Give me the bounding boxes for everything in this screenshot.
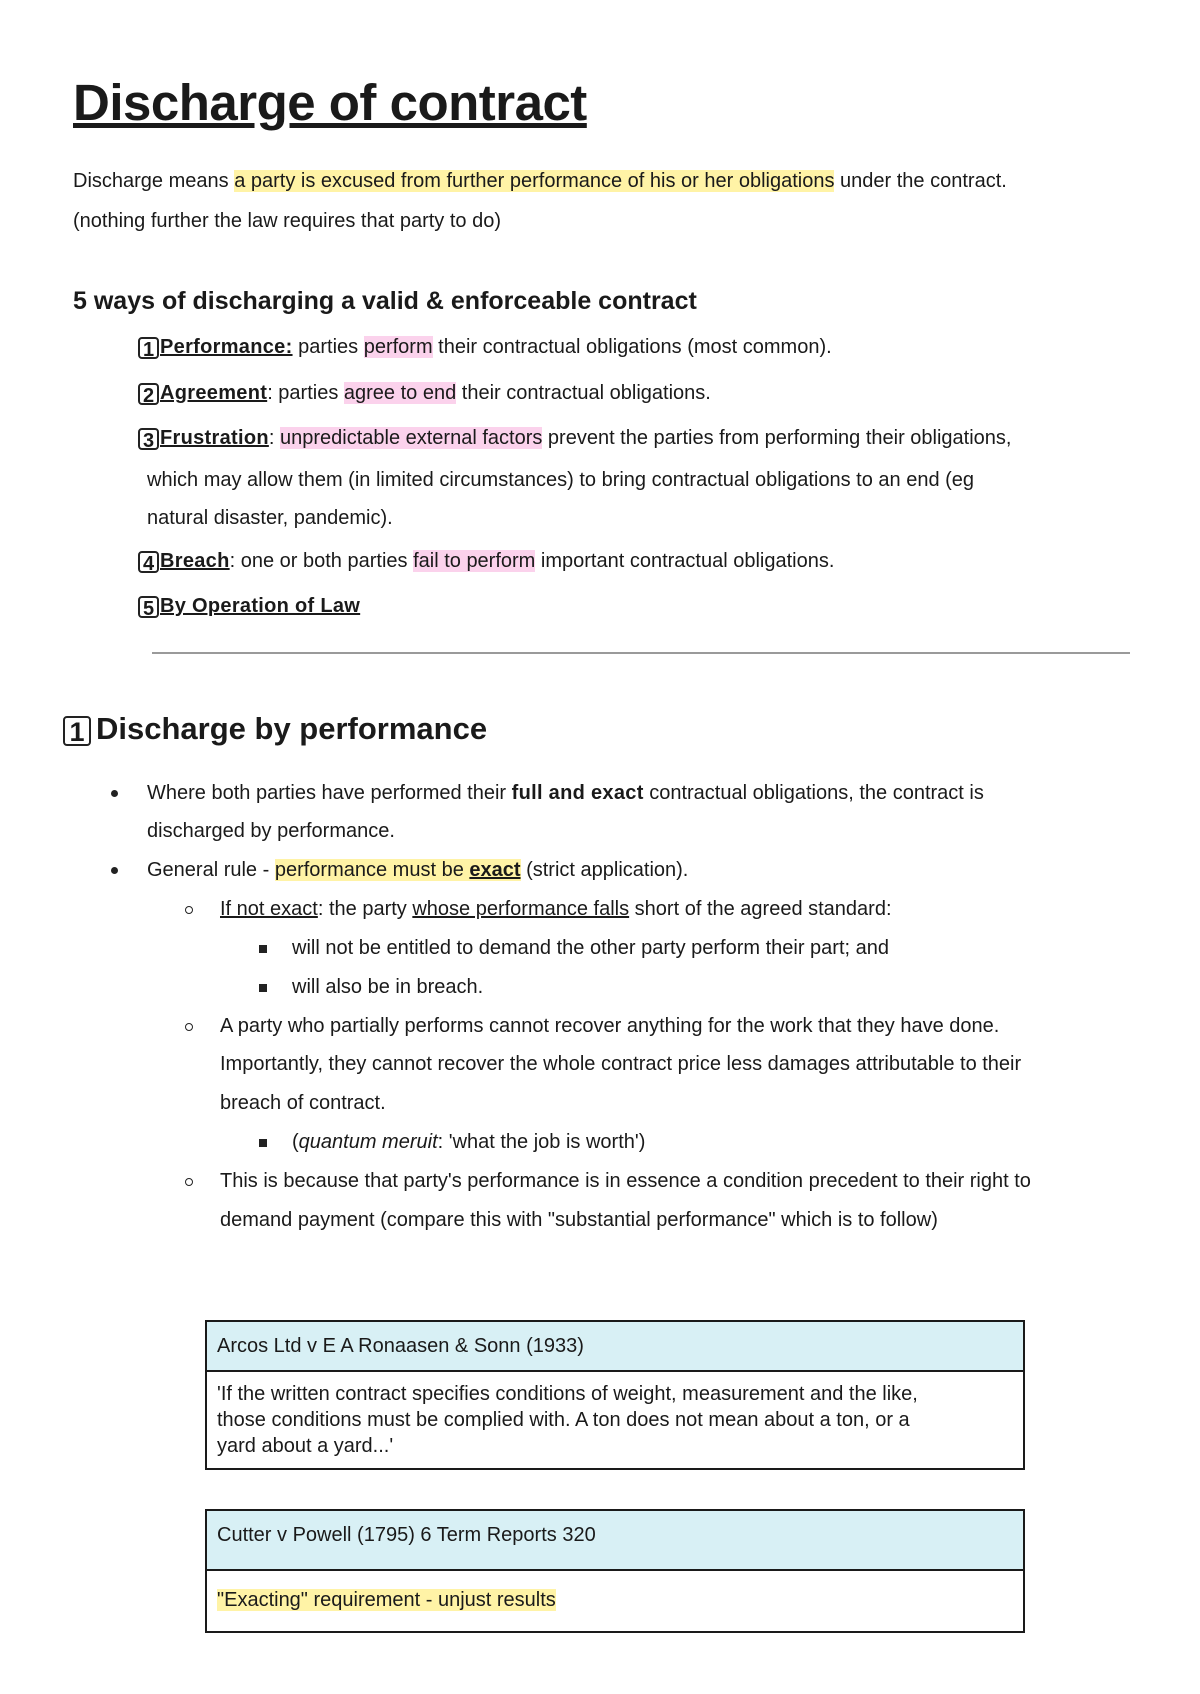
intro-line-1 <box>73 168 1007 195</box>
number-3-icon: 3 <box>138 428 159 450</box>
text: : one or both parties <box>229 550 414 572</box>
bullet-circle-icon <box>185 1178 193 1186</box>
case-body <box>207 1372 1023 1459</box>
intro-after: under the contract. <box>834 170 1007 192</box>
case-box-arcos <box>205 1320 1025 1470</box>
bold-text: full and exact <box>511 782 644 804</box>
bold-text: exact <box>469 859 521 881</box>
number-4-icon: 4 <box>138 551 159 573</box>
case-box-cutter <box>205 1509 1025 1633</box>
sub-bullet-if-not-exact <box>220 896 892 923</box>
number-1-icon: 1 <box>138 337 159 359</box>
bullet-icon <box>111 867 118 874</box>
text: contractual obligations, the contract is <box>643 782 984 804</box>
tertiary-item: will also be in breach. <box>292 976 484 998</box>
highlight <box>275 859 521 881</box>
underlined-text: whose performance falls <box>412 898 630 920</box>
underlined-text: If not exact <box>220 898 318 920</box>
ways-item-performance <box>138 334 832 361</box>
bullet-circle-icon <box>185 906 193 914</box>
highlight: unpredictable external factors <box>279 427 543 449</box>
text: (strict application). <box>520 859 689 881</box>
case-title: Cutter v Powell (1795) 6 Term Reports 320 <box>207 1511 1023 1571</box>
text: prevent the parties from performing their obligations, <box>542 427 1012 449</box>
number-1-icon: 1 <box>63 716 91 746</box>
sub-bullet-condition-precedent-line-2: demand payment (compare this with "substantial performance" which is to follow) <box>220 1209 938 1231</box>
bullet-full-exact-line-2: discharged by performance. <box>147 820 395 842</box>
sub-bullet-partial-performance-line-3: breach of contract. <box>220 1092 386 1114</box>
sub-bullet-condition-precedent: This is because that party's performance is in essence a condition precedent to their right to <box>220 1170 1031 1192</box>
text: Where both parties have performed their <box>147 782 512 804</box>
text: their contractual obligations. <box>456 382 711 404</box>
text: performance must be <box>274 859 470 881</box>
text: ( <box>292 1131 299 1153</box>
sub-bullet-partial-performance: A party who partially performs cannot recover anything for the work that they have done. <box>220 1015 1000 1037</box>
bullet-full-exact <box>147 780 984 807</box>
text: : <box>268 427 280 449</box>
bullet-square-icon <box>259 945 267 953</box>
text: General rule - <box>147 859 275 881</box>
text: : 'what the job is worth') <box>437 1131 646 1153</box>
tertiary-item: will not be entitled to demand the other party perform their part; and <box>292 937 890 959</box>
bullet-icon <box>111 790 118 797</box>
case-title: Arcos Ltd v E A Ronaasen & Sonn (1933) <box>207 1322 1023 1372</box>
term: Breach <box>160 550 230 572</box>
case-quote-line: those conditions must be complied with. A ton does not mean about a ton, or a <box>217 1409 910 1431</box>
ways-item-operation-of-law <box>138 593 360 620</box>
section-heading-performance <box>63 711 487 747</box>
sub-bullet-partial-performance-line-2: Importantly, they cannot recover the whole contract price less damages attributable to their <box>220 1053 1022 1075</box>
term: Performance: <box>160 336 293 358</box>
ways-item-agreement <box>138 380 711 407</box>
text: important contractual obligations. <box>535 550 835 572</box>
intro-before: Discharge means <box>73 170 235 192</box>
intro-line-2: (nothing further the law requires that party to do) <box>73 210 502 232</box>
term: Frustration <box>160 427 269 449</box>
ways-item-frustration-line-3: natural disaster, pandemic). <box>147 507 393 529</box>
bullet-square-icon <box>259 984 267 992</box>
section-title: Discharge by performance <box>96 711 488 746</box>
highlight: perform <box>363 336 433 358</box>
ways-item-frustration <box>138 425 1011 452</box>
term: By Operation of Law <box>160 595 361 617</box>
intro-highlight: a party is excused from further performance of his or her obligations <box>234 170 835 192</box>
term: Agreement <box>160 382 268 404</box>
case-body <box>207 1571 1023 1629</box>
bullet-square-icon <box>259 1139 267 1147</box>
bullet-general-rule <box>147 857 688 884</box>
case-quote-line: 'If the written contract specifies conditions of weight, measurement and the like, <box>217 1383 918 1405</box>
tertiary-item-quantum-meruit <box>292 1129 645 1156</box>
page-title: Discharge of contract <box>73 74 587 131</box>
bullet-circle-icon <box>185 1023 193 1031</box>
ways-item-breach <box>138 548 834 575</box>
horizontal-divider <box>152 652 1130 654</box>
text: : parties <box>267 382 344 404</box>
italic-text: quantum meruit <box>298 1131 438 1153</box>
highlight: agree to end <box>343 382 457 404</box>
ways-heading: 5 ways of discharging a valid & enforceable contract <box>73 287 697 315</box>
number-5-icon: 5 <box>138 596 159 618</box>
text: parties <box>292 336 364 358</box>
text: their contractual obligations (most common). <box>432 336 832 358</box>
text: : the party <box>317 898 413 920</box>
case-note: "Exacting" requirement - unjust results <box>217 1589 556 1611</box>
ways-item-frustration-line-2: which may allow them (in limited circumstances) to bring contractual obligations to an end (eg <box>147 469 975 491</box>
number-2-icon: 2 <box>138 383 159 405</box>
case-quote-line: yard about a yard...' <box>217 1435 394 1457</box>
highlight: fail to perform <box>413 550 536 572</box>
text: short of the agreed standard: <box>629 898 892 920</box>
